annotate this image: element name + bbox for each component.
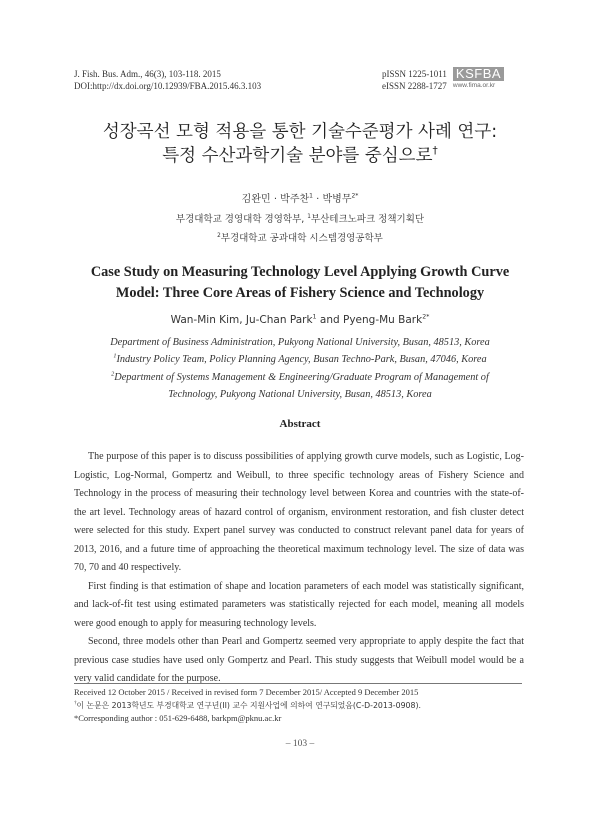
abstract-body bbox=[74, 448, 524, 689]
logo-mark: KSFBA bbox=[453, 67, 504, 81]
korean-title-line1: 성장곡선 모형 적용을 통한 기술수준평가 사례 연구: bbox=[102, 122, 498, 142]
logo-url: www.fima.or.kr bbox=[452, 82, 496, 89]
funding-note: †이 논문은 2013학년도 부경대학교 연구년(II) 교수 지원사업에 의하여 연구되었음(C-D-2013-0908). bbox=[74, 699, 421, 710]
journal-line: J. Fish. Bus. Adm., 46(3), 103-118. 2015 bbox=[74, 69, 221, 79]
korean-authors: 김완민 · 박주찬$^1$ · 박병무$^{2*}$ bbox=[241, 192, 359, 205]
korean-title bbox=[0, 120, 600, 168]
footnotes bbox=[74, 686, 421, 725]
korean-affiliation-1: 부경대학교 경영대학 경영학부, $^1$부산테크노파크 정책기획단 bbox=[175, 213, 425, 225]
english-affiliation-2: $^1$Industry Policy Team, Policy Planning Agency, Busan Techno-Park, Busan, 47046, Korea bbox=[113, 352, 487, 366]
corresponding-author: *Corresponding author : 051-629-6488, barkpm@pknu.ac.kr bbox=[74, 713, 282, 723]
english-affiliation-1: Department of Business Administration, Pukyong National University, Busan, 48513, Korea bbox=[110, 337, 490, 348]
english-affiliations bbox=[0, 334, 600, 403]
english-authors: Wan-Min Kim, Ju-Chan Park$^1$ and Pyeng-Mu Bark$^{2*}$ bbox=[170, 313, 430, 326]
abstract-paragraph-2: First finding is that estimation of shape and location parameters of each model was statistically significant, and lack-of-fit test using estimated parameters was statistically rejected for each model, meaning all models were good enough to apply for measuring technology levels. bbox=[74, 580, 524, 629]
issn-block bbox=[382, 68, 504, 92]
doi-line: DOI:http://dx.doi.org/10.12939/FBA.2015.46.3.103 bbox=[74, 81, 262, 91]
english-title-line2: Model: Three Core Areas of Fishery Science and Technology bbox=[115, 285, 485, 301]
page-number: – 103 – bbox=[285, 739, 315, 749]
journal-logo bbox=[453, 67, 504, 92]
abstract-heading: Abstract bbox=[279, 418, 321, 430]
eissn: eISSN 2288-1727 bbox=[382, 81, 447, 91]
title-dagger: † bbox=[432, 145, 438, 158]
english-affiliation-3-cont: Technology, Pukyong National University, Busan, 48513, Korea bbox=[168, 388, 432, 400]
footnote-divider bbox=[74, 683, 522, 684]
journal-citation bbox=[74, 68, 261, 92]
received-dates: Received 12 October 2015 / Received in revised form 7 December 2015/ Accepted 9 December 2015 bbox=[74, 687, 419, 697]
english-title bbox=[0, 262, 600, 304]
english-affiliation-3: $^2$Department of Systems Management & Engineering/Graduate Program of Management of bbox=[111, 370, 489, 383]
korean-affiliation-2: $^2$부경대학교 공과대학 시스템경영공학부 bbox=[217, 232, 383, 244]
pissn: pISSN 1225-1011 bbox=[382, 69, 447, 79]
korean-title-line2: 특정 수산과학기술 분야를 중심으로† bbox=[162, 145, 438, 166]
english-title-line1: Case Study on Measuring Technology Level Applying Growth Curve bbox=[90, 264, 510, 280]
abstract-paragraph-1: The purpose of this paper is to discuss possibilities of applying growth curve models, such as Logistic, Log-Logistic, Log-Normal, Gompertz and Weibull, to three specific technology areas of Fishery Science and Technology in the process of measuring their technology level between Korea and countries with the state-of-the art level. Technology areas of hazard control of organism, environment restoration, and fish cluster detect were selected for this study. Expert panel survey was conducted to construct relevant panel data for years of 2013, 2016, and a future time of approaching the theoretical maximum technology level. The size of data was 70, 70 and 40 respectively. bbox=[74, 451, 524, 573]
abstract-paragraph-3: Second, three models other than Pearl and Gompertz seemed very appropriate to apply despite the fact that previous case studies have used only Gompertz and Pearl. This study suggests that Weibull model would be a very valid candidate for the purpose. bbox=[74, 636, 524, 684]
